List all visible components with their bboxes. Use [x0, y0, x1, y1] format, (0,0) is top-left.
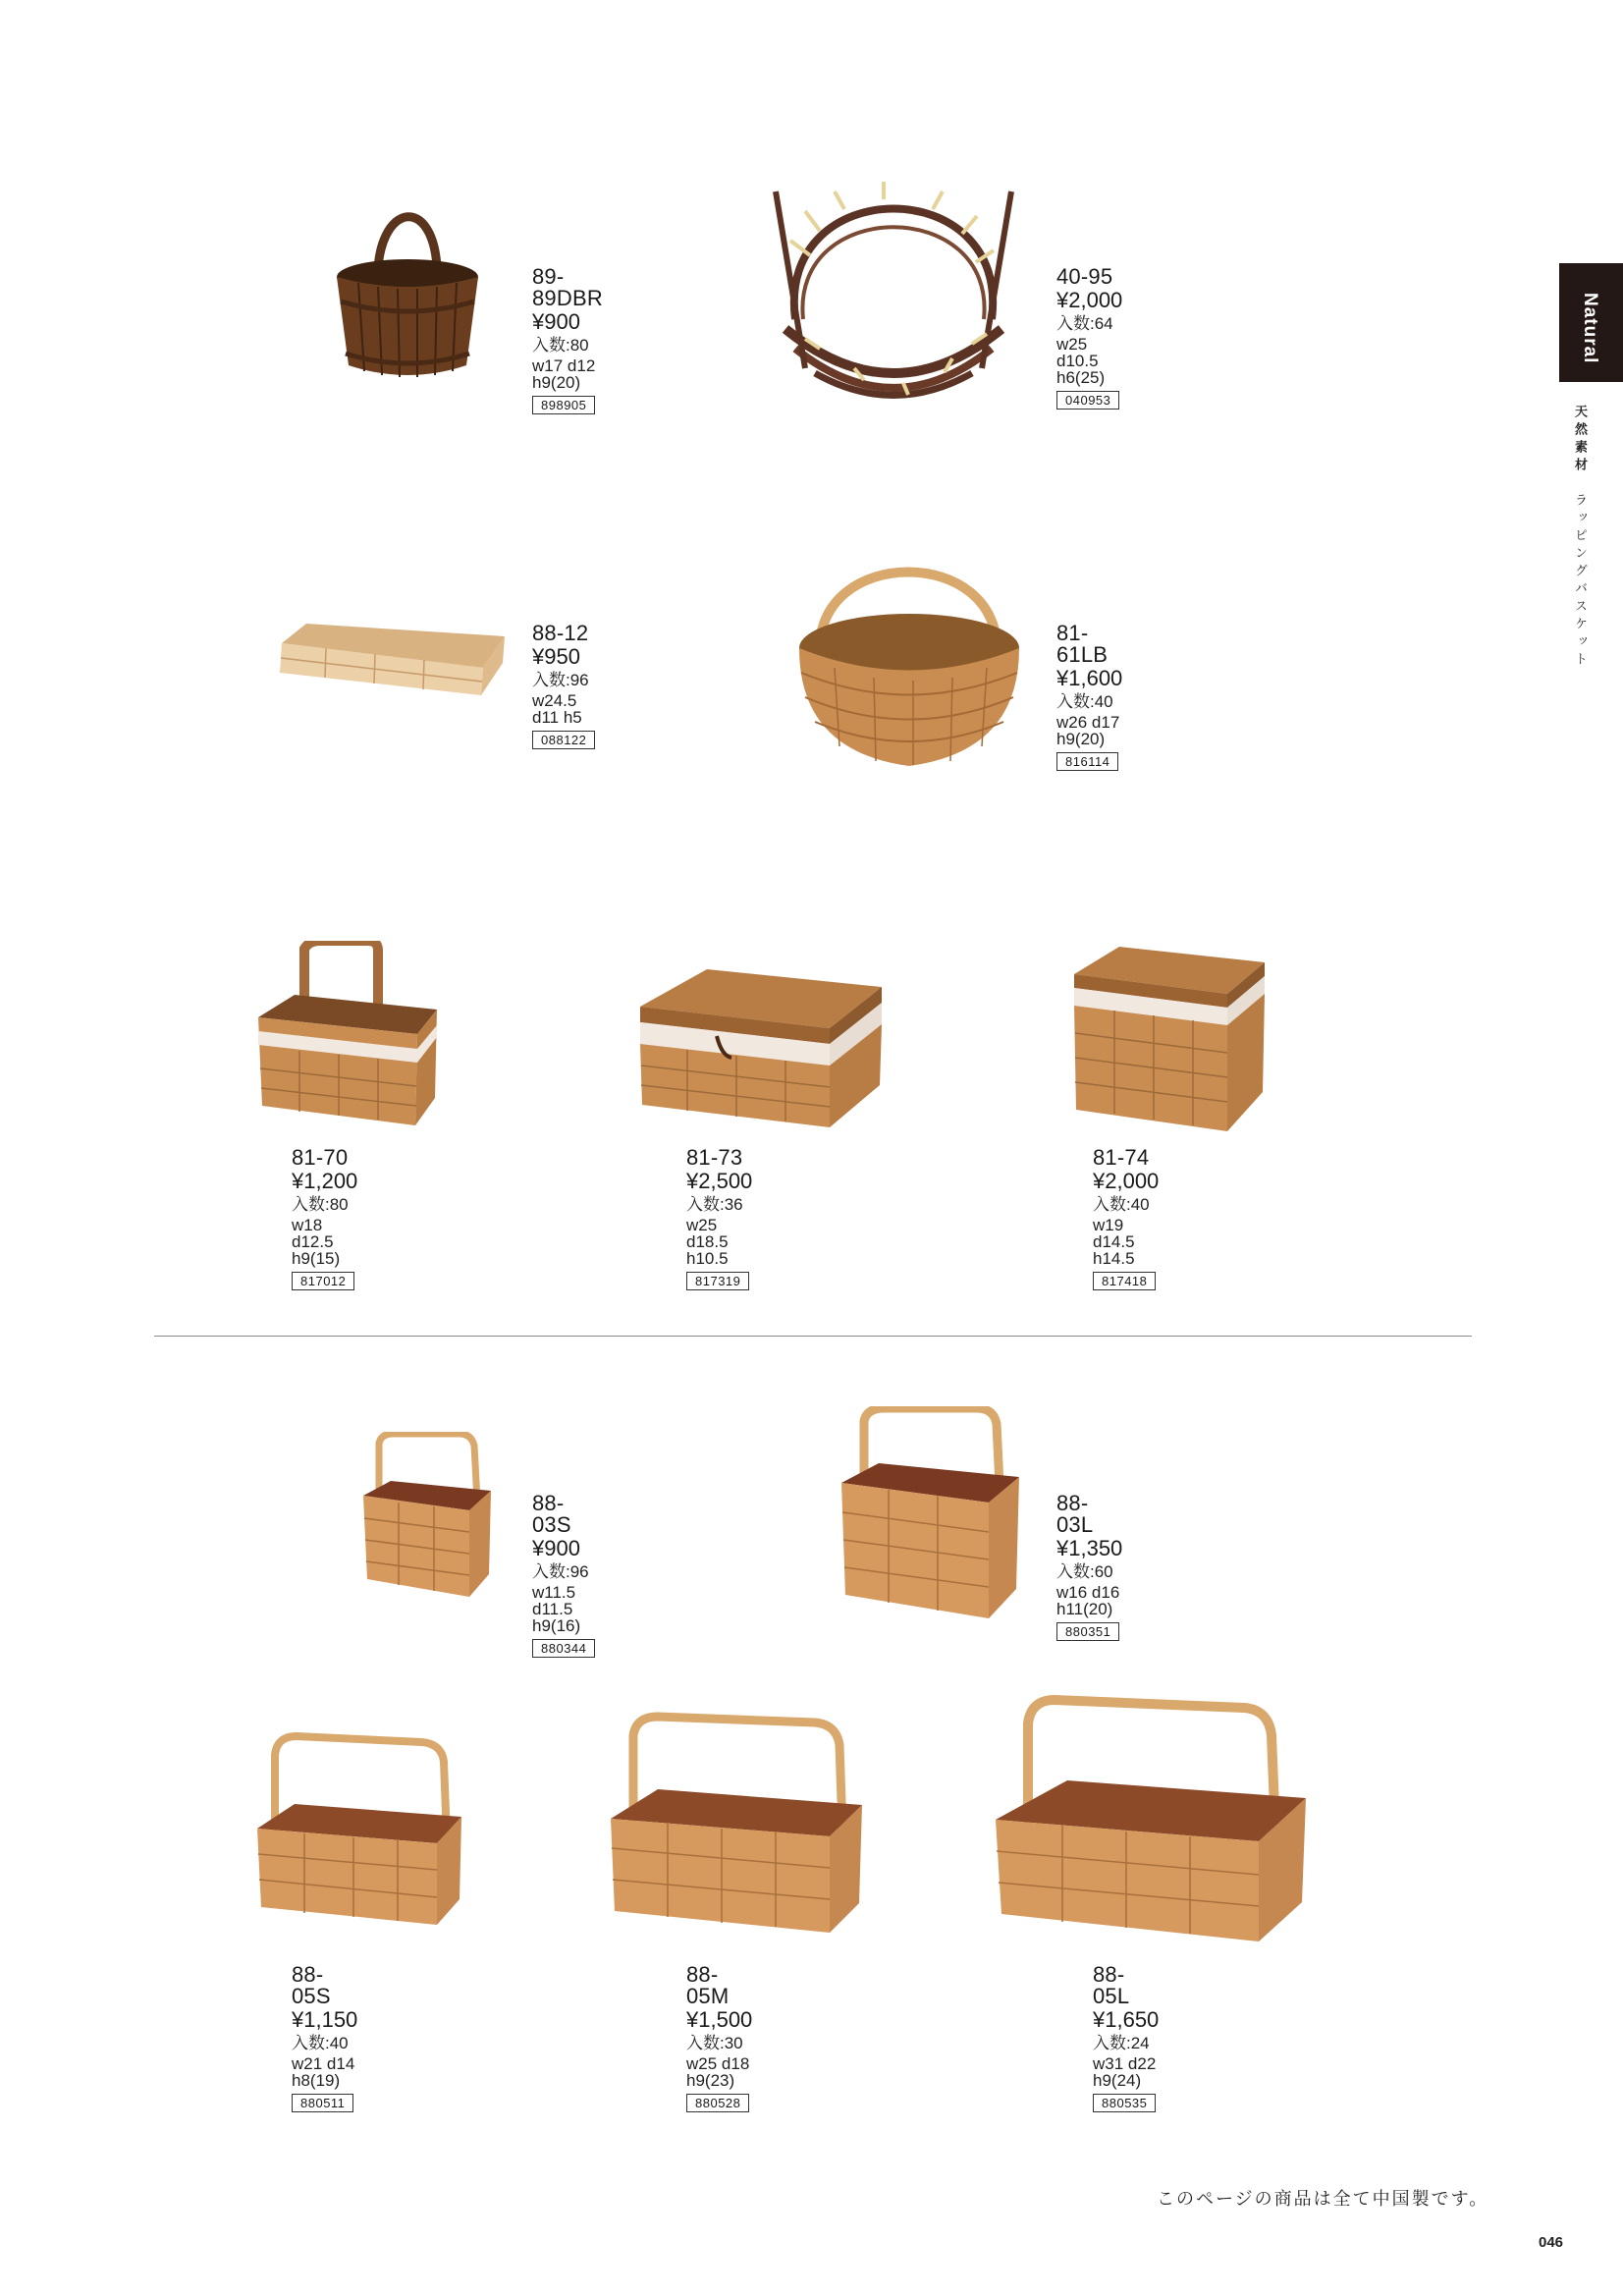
product-code: 88-05S: [292, 1962, 331, 2008]
product-info: [1056, 623, 1122, 771]
product-code: 81-74: [1093, 1145, 1150, 1170]
lace-handle-basket-image: [250, 941, 442, 1127]
product-code: 88-12: [532, 621, 589, 645]
product-quantity: 入数:80: [292, 1195, 349, 1214]
oval-handle-basket-image: [795, 555, 1023, 771]
product-quantity: 入数:96: [532, 671, 589, 689]
product-quantity: 入数:60: [1056, 1562, 1113, 1581]
product-price: ¥950: [532, 644, 580, 669]
product-sku-badge: 817319: [686, 1272, 749, 1290]
product-price: ¥1,200: [292, 1169, 358, 1193]
product-price: ¥1,500: [686, 2007, 753, 2032]
lidded-box-tall-image: [1070, 945, 1267, 1133]
product-sku-badge: 816114: [1056, 752, 1118, 771]
product-dimensions: w25 d18 h9(23): [686, 2054, 750, 2090]
small-square-basket-image: [361, 1432, 494, 1599]
product-sku-badge: 880351: [1056, 1622, 1119, 1641]
product-code: 89-89DBR: [532, 264, 603, 310]
product-sku-badge: 880511: [292, 2094, 353, 2112]
rect-handle-basket-small-image: [255, 1730, 463, 1927]
lidded-box-large-image: [638, 967, 884, 1129]
product-quantity: 入数:40: [1056, 692, 1113, 711]
product-price: ¥900: [532, 309, 580, 334]
rect-handle-basket-medium-image: [609, 1711, 864, 1935]
product-dimensions: w25 d18.5 h10.5: [686, 1216, 729, 1268]
product-price: ¥1,350: [1056, 1536, 1123, 1560]
dark-oval-basket-image: [329, 179, 486, 387]
product-quantity: 入数:40: [292, 2034, 349, 2052]
page-number: 046: [1539, 2234, 1564, 2251]
side-category-regular: ラッピングバスケット: [1573, 493, 1588, 670]
product-info: [292, 1964, 357, 2112]
product-price: ¥1,600: [1056, 666, 1123, 690]
product-quantity: 入数:80: [532, 336, 589, 355]
product-quantity: 入数:24: [1093, 2034, 1150, 2052]
side-tab-label: Natural: [1580, 293, 1600, 364]
product-info: [1093, 1147, 1159, 1290]
product-price: ¥900: [532, 1536, 580, 1560]
product-dimensions: w24.5 d11 h5: [532, 691, 582, 727]
side-tab-natural[interactable]: [1559, 263, 1623, 382]
product-info: [686, 1147, 752, 1290]
product-dimensions: w19 d14.5 h14.5: [1093, 1216, 1135, 1268]
product-sku-badge: 040953: [1056, 391, 1119, 410]
product-sku-badge: 898905: [532, 396, 595, 414]
product-sku-badge: 817418: [1093, 1272, 1156, 1290]
product-info: [686, 1964, 752, 2112]
origin-note: このページの商品は全て中国製です。: [1157, 2189, 1489, 2209]
rect-handle-basket-large-image: [994, 1694, 1308, 1944]
large-square-basket-image: [839, 1406, 1021, 1620]
product-info: [1056, 266, 1122, 410]
flat-tray-image: [277, 619, 508, 697]
product-sku-badge: 880535: [1093, 2094, 1156, 2112]
product-quantity: 入数:64: [1056, 314, 1113, 333]
product-code: 81-70: [292, 1145, 349, 1170]
product-info: [532, 623, 595, 749]
product-code: 88-05M: [686, 1962, 730, 2008]
product-code: 88-03L: [1056, 1491, 1094, 1537]
product-dimensions: w26 d17 h9(20): [1056, 713, 1120, 748]
product-price: ¥1,150: [292, 2007, 358, 2032]
product-info: [292, 1147, 357, 1290]
product-info: [532, 1493, 595, 1658]
product-sku-badge: 880528: [686, 2094, 749, 2112]
product-code: 81-61LB: [1056, 621, 1109, 667]
product-quantity: 入数:40: [1093, 1195, 1150, 1214]
side-category-bold: 天然素材: [1573, 405, 1588, 475]
product-info: [1056, 1493, 1122, 1641]
product-sku-badge: 088122: [532, 731, 595, 749]
product-info: [532, 266, 603, 414]
product-price: ¥2,000: [1056, 288, 1123, 312]
product-code: 88-05L: [1093, 1962, 1130, 2008]
product-dimensions: w31 d22 h9(24): [1093, 2054, 1157, 2090]
side-category-label: [1571, 405, 1590, 670]
product-quantity: 入数:36: [686, 1195, 743, 1214]
product-quantity: 入数:96: [532, 1562, 589, 1581]
product-dimensions: w16 d16 h11(20): [1056, 1583, 1120, 1618]
product-dimensions: w18 d12.5 h9(15): [292, 1216, 341, 1268]
product-info: [1093, 1964, 1159, 2112]
product-price: ¥1,650: [1093, 2007, 1160, 2032]
product-dimensions: w21 d14 h8(19): [292, 2054, 355, 2090]
product-code: 40-95: [1056, 264, 1113, 289]
product-price: ¥2,000: [1093, 1169, 1160, 1193]
product-dimensions: w17 d12 h9(20): [532, 356, 596, 392]
product-sku-badge: 880344: [532, 1639, 595, 1658]
product-sku-badge: 817012: [292, 1272, 354, 1290]
section-divider: [154, 1336, 1472, 1337]
product-dimensions: w11.5 d11.5 h9(16): [532, 1583, 581, 1635]
product-price: ¥2,500: [686, 1169, 753, 1193]
product-code: 88-03S: [532, 1491, 571, 1537]
product-code: 81-73: [686, 1145, 743, 1170]
product-dimensions: w25 d10.5 h6(25): [1056, 335, 1106, 387]
twig-basket-image: [766, 172, 1021, 408]
product-quantity: 入数:30: [686, 2034, 743, 2052]
